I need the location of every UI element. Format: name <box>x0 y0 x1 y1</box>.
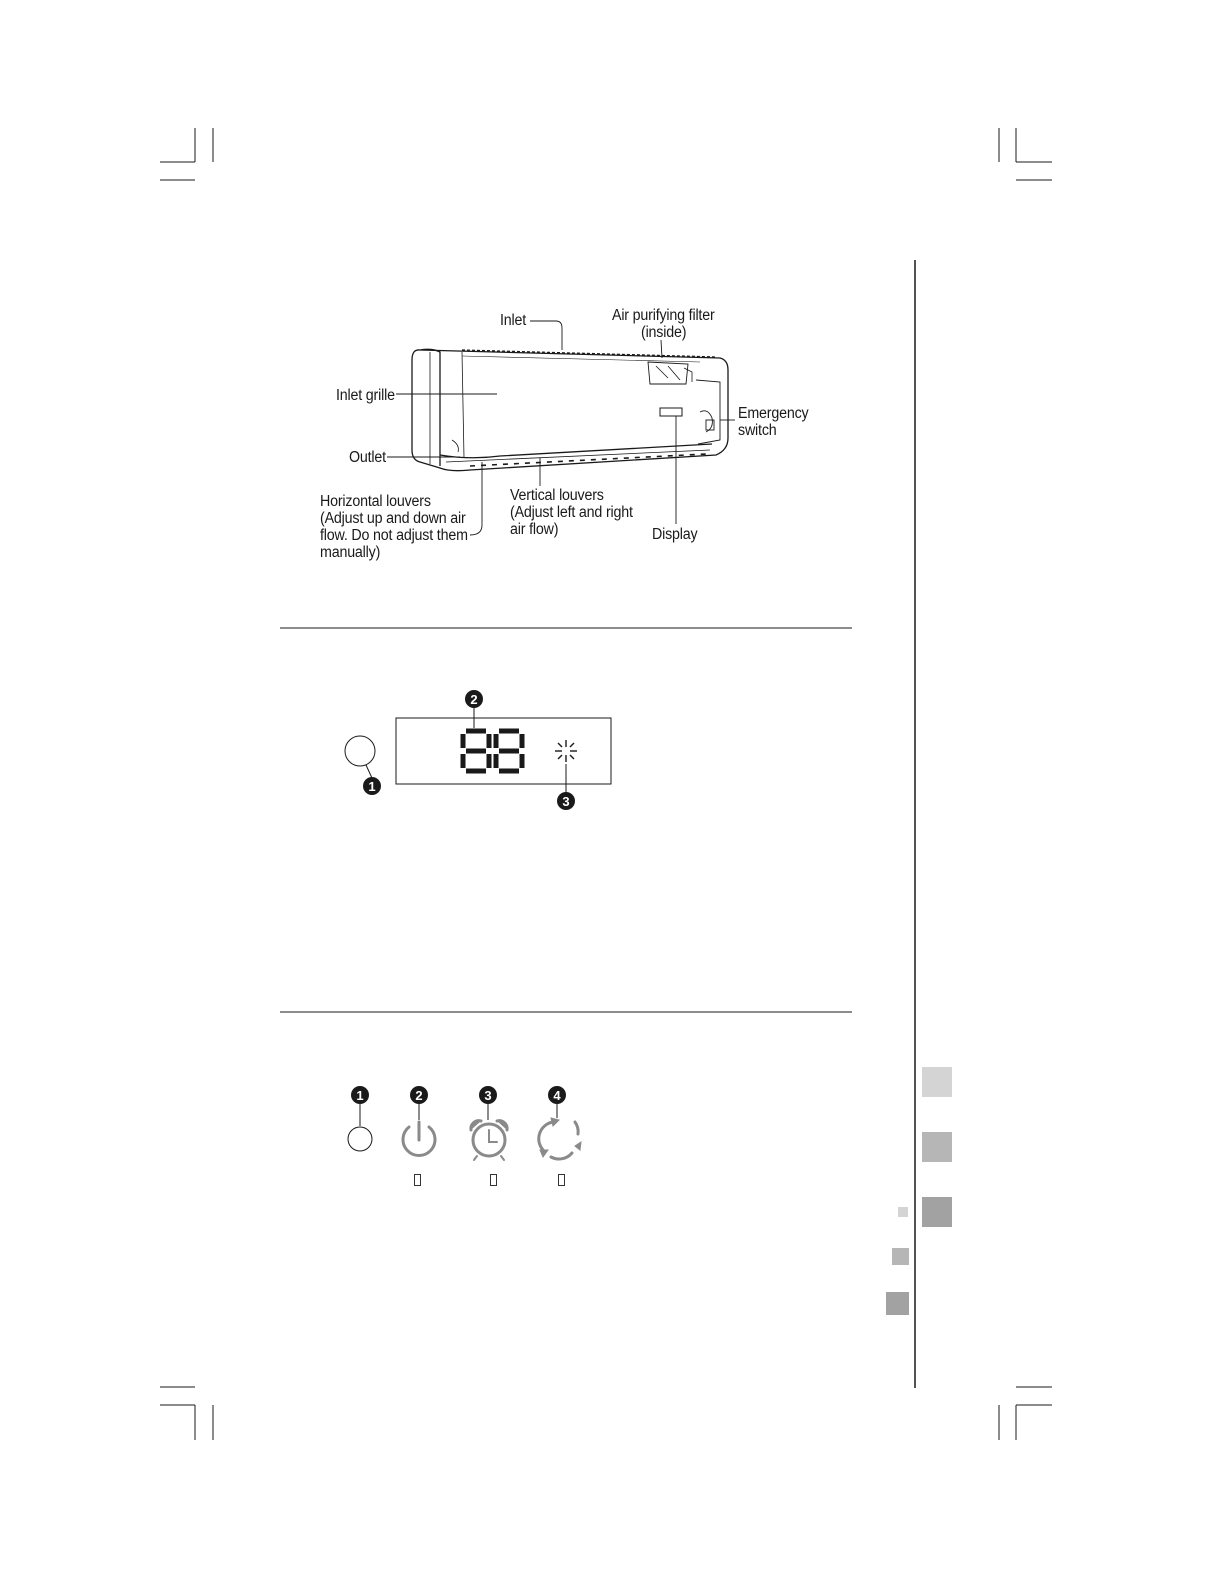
circle-icon <box>348 1127 372 1151</box>
emergency-switch-label-1: Emergency <box>738 405 809 422</box>
svg-text:1: 1 <box>356 1088 364 1103</box>
marker-b1 <box>351 1086 369 1104</box>
alarm-clock-icon <box>471 1121 507 1160</box>
svg-text:2: 2 <box>470 692 478 707</box>
air-filter-label-1: Air purifying filter <box>612 307 715 324</box>
emergency-switch-label-2: switch <box>738 422 777 439</box>
inlet-label: Inlet <box>500 312 527 329</box>
glyph-placeholder-1 <box>414 1174 421 1186</box>
marker-b2 <box>410 1086 428 1104</box>
horizontal-louvers-label: Horizontal louvers (Adjust up and down air flow. Do not adjust them manually) <box>320 493 468 561</box>
marker-b3 <box>479 1086 497 1104</box>
svg-text:3: 3 <box>484 1088 492 1103</box>
glyph-placeholder-2 <box>490 1174 497 1186</box>
marker-b4 <box>548 1086 566 1104</box>
vertical-louvers-label: Vertical louvers (Adjust left and right air flow) <box>510 487 633 538</box>
svg-text:1: 1 <box>368 779 376 794</box>
air-filter-label-2: (inside) <box>641 324 687 341</box>
cycle-icon <box>539 1118 581 1159</box>
power-icon <box>403 1122 435 1155</box>
svg-text:3: 3 <box>562 794 570 809</box>
inlet-grille-label: Inlet grille <box>336 387 395 404</box>
svg-text:4: 4 <box>553 1088 561 1103</box>
glyph-placeholder-3 <box>558 1174 565 1186</box>
svg-text:2: 2 <box>415 1088 423 1103</box>
outlet-label: Outlet <box>349 449 386 466</box>
display-label: Display <box>652 526 698 543</box>
